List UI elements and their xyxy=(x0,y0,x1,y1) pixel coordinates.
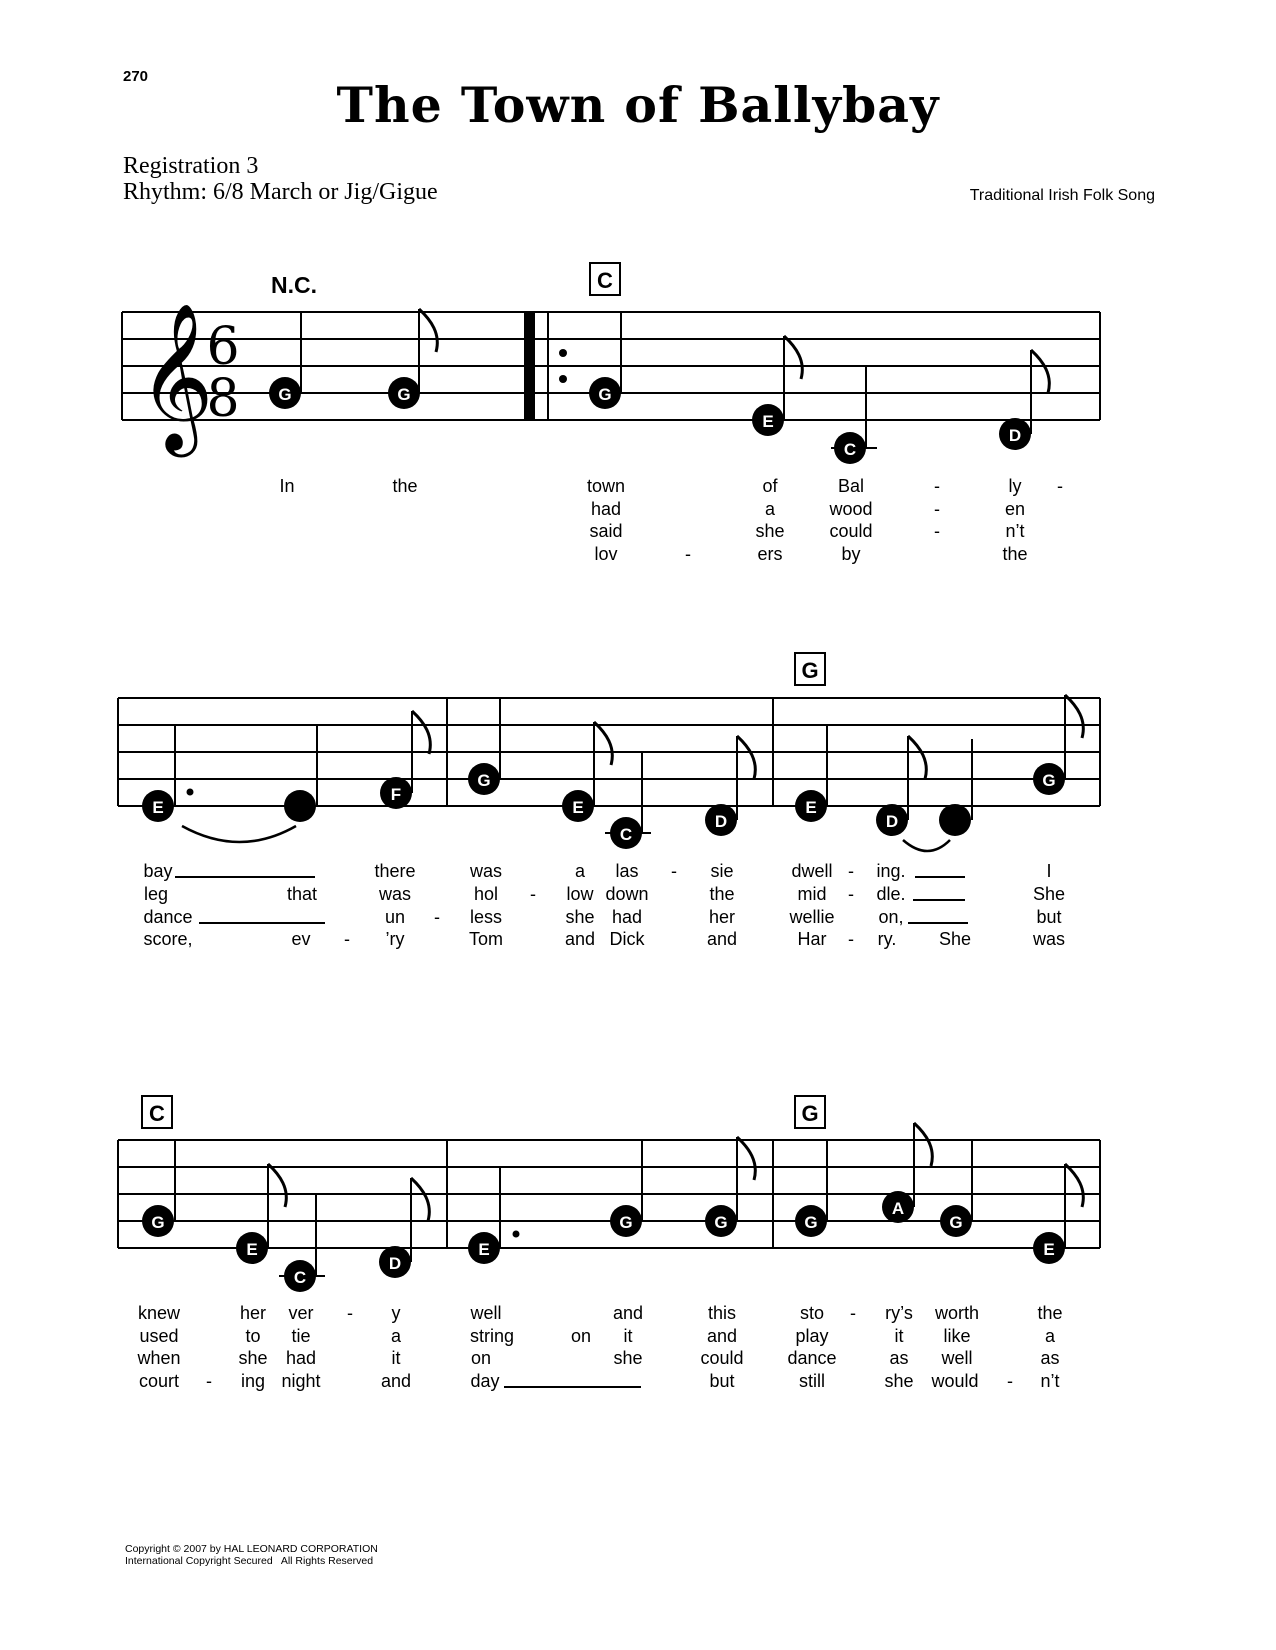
note xyxy=(142,1205,174,1237)
lyric: the xyxy=(1037,1303,1063,1323)
staff-system-1 xyxy=(0,250,1276,480)
lyric: and xyxy=(612,1303,644,1323)
note xyxy=(795,790,827,822)
treble-clef-icon: 𝄞 xyxy=(138,302,214,451)
lyric: ry’s xyxy=(885,1303,913,1323)
lyric: ry. xyxy=(877,929,897,949)
note xyxy=(882,1191,914,1223)
lyric: mid xyxy=(797,884,827,904)
lyric: - xyxy=(530,884,536,904)
song-title: The Town of Ballybay xyxy=(336,76,940,134)
lyric: less xyxy=(469,907,503,927)
lyric: was xyxy=(469,861,503,881)
copyright-line: Copyright © 2007 by HAL LEONARD CORPORATION xyxy=(125,1543,378,1555)
lyric-extender xyxy=(908,922,968,924)
lyric: - xyxy=(848,929,854,949)
lyric: leg xyxy=(143,884,169,904)
copyright-line: International Copyright Secured All Rights Reserved xyxy=(125,1555,374,1567)
note xyxy=(705,1205,737,1237)
svg-text:E: E xyxy=(805,798,817,817)
rhythm: Rhythm: 6/8 March or Jig/Gigue xyxy=(123,179,438,205)
lyric: Tom xyxy=(468,929,504,949)
note xyxy=(795,1205,827,1237)
svg-text:C: C xyxy=(149,1101,165,1126)
svg-text:G: G xyxy=(801,1101,819,1126)
lyric: - xyxy=(1057,476,1063,496)
svg-text:D: D xyxy=(1008,426,1022,445)
note-head xyxy=(284,790,316,822)
note xyxy=(388,377,420,409)
lyric: a xyxy=(574,861,586,881)
svg-text:F: F xyxy=(390,785,402,804)
svg-text:G: G xyxy=(804,1213,818,1232)
lyric: said xyxy=(589,521,623,541)
lyric: dle. xyxy=(876,884,906,904)
lyric: - xyxy=(850,1303,856,1323)
registration: Registration 3 xyxy=(123,153,259,179)
note xyxy=(1033,763,1065,795)
lyric: - xyxy=(848,884,854,904)
lyric-extender xyxy=(915,876,965,878)
lyric: hol xyxy=(473,884,499,904)
note xyxy=(142,790,174,822)
lyric: - xyxy=(934,521,940,541)
lyric: dance xyxy=(787,1348,837,1368)
lyric: would xyxy=(931,1371,979,1391)
lyric: she xyxy=(565,907,595,927)
lyric: it xyxy=(894,1326,904,1346)
lyric: a xyxy=(1044,1326,1056,1346)
lyric: down xyxy=(605,884,649,904)
lyric: court xyxy=(138,1371,180,1391)
chord-box xyxy=(795,1096,825,1128)
lyric: n’t xyxy=(1040,1371,1060,1391)
svg-text:C: C xyxy=(597,268,613,293)
lyric: - xyxy=(344,929,350,949)
lyric: the xyxy=(1002,544,1028,564)
note xyxy=(468,763,500,795)
lyric: the xyxy=(392,476,418,496)
lyric: well xyxy=(941,1348,973,1368)
time-signature-top: 6 xyxy=(206,317,240,377)
lyric: still xyxy=(799,1371,825,1391)
svg-text:D: D xyxy=(714,812,728,831)
lyric: - xyxy=(934,499,940,519)
svg-text:G: G xyxy=(397,385,411,404)
lyric: her xyxy=(708,907,736,927)
note xyxy=(610,817,642,849)
lyric: ing xyxy=(240,1371,266,1391)
svg-text:C: C xyxy=(293,1268,307,1287)
svg-text:E: E xyxy=(152,798,164,817)
lyric: ing. xyxy=(876,861,906,881)
svg-text:G: G xyxy=(477,771,491,790)
lyric: when xyxy=(137,1348,181,1368)
note xyxy=(705,804,737,836)
no-chord-marking: N.C. xyxy=(271,272,317,298)
note xyxy=(1033,1232,1065,1264)
svg-text:E: E xyxy=(1043,1240,1055,1259)
page-number: 270 xyxy=(123,68,149,85)
lyric: a xyxy=(764,499,776,519)
lyric: wellie xyxy=(789,907,835,927)
lyric: on xyxy=(470,1348,492,1368)
lyric: las xyxy=(615,861,639,881)
lyric: that xyxy=(286,884,318,904)
lyric: She xyxy=(938,929,972,949)
svg-text:G: G xyxy=(151,1213,165,1232)
lyric: she xyxy=(238,1348,268,1368)
lyric: but xyxy=(709,1371,735,1391)
note xyxy=(589,377,621,409)
lyric: it xyxy=(623,1326,633,1346)
note xyxy=(999,418,1031,450)
lyric: ers xyxy=(757,544,783,564)
lyric: - xyxy=(434,907,440,927)
lyric-extender xyxy=(175,876,315,878)
svg-text:G: G xyxy=(278,385,292,404)
svg-text:E: E xyxy=(246,1240,258,1259)
lyric: her xyxy=(239,1303,267,1323)
lyric: knew xyxy=(137,1303,181,1323)
svg-text:C: C xyxy=(843,440,857,459)
lyric: She xyxy=(1032,884,1066,904)
lyric: y xyxy=(391,1303,401,1323)
lyric: worth xyxy=(934,1303,980,1323)
note xyxy=(834,432,866,464)
lyric: In xyxy=(279,476,295,496)
chord-box xyxy=(795,653,825,685)
svg-text:G: G xyxy=(598,385,612,404)
note xyxy=(562,790,594,822)
lyric: could xyxy=(829,521,873,541)
lyric: day xyxy=(470,1371,500,1391)
lyric: it xyxy=(391,1348,401,1368)
lyric: to xyxy=(245,1326,261,1346)
lyric: and xyxy=(564,929,596,949)
lyric: of xyxy=(762,476,778,496)
lyric: the xyxy=(709,884,735,904)
lyric: lov xyxy=(594,544,618,564)
note xyxy=(876,804,908,836)
note xyxy=(752,404,784,436)
lyric: sie xyxy=(710,861,734,881)
lyric: play xyxy=(795,1326,829,1346)
lyric: - xyxy=(1007,1371,1013,1391)
svg-text:G: G xyxy=(801,658,819,683)
lyric: and xyxy=(706,929,738,949)
lyric: dance xyxy=(143,907,193,927)
lyric: there xyxy=(374,861,416,881)
note xyxy=(379,1246,411,1278)
lyric: Har xyxy=(797,929,827,949)
chord-box xyxy=(142,1096,172,1128)
lyric-extender xyxy=(913,899,965,901)
svg-text:C: C xyxy=(619,825,633,844)
svg-text:A: A xyxy=(891,1199,905,1218)
lyric: she xyxy=(613,1348,643,1368)
lyric: ev xyxy=(291,929,311,949)
copyright-notice xyxy=(125,1543,378,1567)
lyric: dwell xyxy=(791,861,833,881)
note-head xyxy=(939,804,971,836)
lyric: she xyxy=(884,1371,914,1391)
lyric: n’t xyxy=(1005,521,1025,541)
note xyxy=(236,1232,268,1264)
svg-text:G: G xyxy=(949,1213,963,1232)
lyric: had xyxy=(590,499,622,519)
lyric: town xyxy=(586,476,626,496)
lyric: by xyxy=(841,544,861,564)
lyric: had xyxy=(611,907,643,927)
lyric: well xyxy=(470,1303,502,1323)
svg-text:D: D xyxy=(388,1254,402,1273)
lyric: a xyxy=(390,1326,402,1346)
lyric: un xyxy=(384,907,406,927)
lyric: and xyxy=(380,1371,412,1391)
lyric: on xyxy=(570,1326,592,1346)
note xyxy=(284,1260,316,1292)
lyric: ver xyxy=(288,1303,314,1323)
lyric: night xyxy=(281,1371,321,1391)
lyric: as xyxy=(889,1348,909,1368)
svg-text:G: G xyxy=(619,1213,633,1232)
note xyxy=(468,1232,500,1264)
staff-system-2 xyxy=(0,640,1276,860)
svg-text:E: E xyxy=(478,1240,490,1259)
lyric: - xyxy=(848,861,854,881)
composer-credit: Traditional Irish Folk Song xyxy=(969,187,1155,204)
note xyxy=(380,777,412,809)
lyric: en xyxy=(1004,499,1026,519)
lyric: I xyxy=(1046,861,1052,881)
lyric: used xyxy=(139,1326,179,1346)
lyric: like xyxy=(943,1326,971,1346)
lyric: ’ry xyxy=(385,929,405,949)
lyric: this xyxy=(707,1303,737,1323)
lyric: was xyxy=(1032,929,1066,949)
lyric: bay xyxy=(143,861,173,881)
lyric: low xyxy=(566,884,594,904)
lyric: - xyxy=(206,1371,212,1391)
svg-text:E: E xyxy=(762,412,774,431)
lyric: Bal xyxy=(837,476,865,496)
lyric: ly xyxy=(1008,476,1022,496)
lyric: score, xyxy=(143,929,193,949)
lyric: was xyxy=(378,884,412,904)
lyric: - xyxy=(671,861,677,881)
lyric: - xyxy=(934,476,940,496)
lyric: sto xyxy=(799,1303,825,1323)
note xyxy=(940,1205,972,1237)
lyric: tie xyxy=(291,1326,311,1346)
lyric: on, xyxy=(878,907,904,927)
svg-text:G: G xyxy=(1042,771,1056,790)
lyric: - xyxy=(347,1303,353,1323)
staff-system-3 xyxy=(0,1085,1276,1300)
lyric: and xyxy=(706,1326,738,1346)
lyric: wood xyxy=(829,499,873,519)
time-signature-bottom: 8 xyxy=(206,369,240,429)
svg-text:D: D xyxy=(885,812,899,831)
lyric: she xyxy=(755,521,785,541)
note xyxy=(610,1205,642,1237)
lyric: string xyxy=(469,1326,515,1346)
lyric: - xyxy=(685,544,691,564)
svg-text:E: E xyxy=(572,798,584,817)
note xyxy=(269,377,301,409)
svg-text:G: G xyxy=(714,1213,728,1232)
lyric: had xyxy=(285,1348,317,1368)
lyric-extender xyxy=(504,1386,641,1388)
lyric: but xyxy=(1036,907,1062,927)
lyric: Dick xyxy=(609,929,645,949)
lyric: as xyxy=(1040,1348,1060,1368)
chord-box xyxy=(590,263,620,295)
lyric: could xyxy=(700,1348,744,1368)
lyric-extender xyxy=(199,922,325,924)
